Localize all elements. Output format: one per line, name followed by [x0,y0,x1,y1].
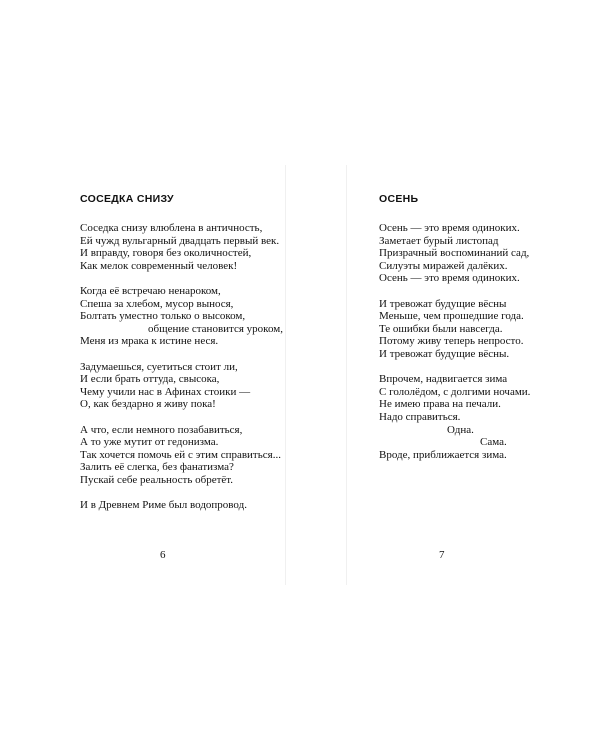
verse-line: Соседка снизу влюблена в античность, [80,222,263,234]
verse-line: И в Древнем Риме был водопровод. [80,499,247,512]
verse-line: Те ошибки были навсегда. [379,322,503,335]
verse-line: Меньше, чем прошедшие года. [379,310,524,323]
stanza [80,222,280,272]
stanza [379,298,579,361]
verse-line: Сама. [480,436,507,449]
verse-line: Заметает бурый листопад [379,234,499,247]
verse-line: Впрочем, надвигается зима [379,373,508,386]
stanza [379,373,579,461]
verse-line: Потому живу теперь непросто. [379,335,524,348]
poem-title: СОСЕДКА СНИЗУ [80,193,174,205]
verse-line: Одна. [447,423,474,436]
verse-line: общение становится уроком, [148,322,283,335]
verse-line: С гололёдом, с долгими ночами. [379,385,531,398]
verse-line: А то уже мутит от гедонизма. [80,436,219,449]
left-page [22,165,286,585]
verse-line: А что, если немного позабавиться, [80,423,243,436]
stanza [80,284,283,348]
verse-line: Силуэты миражей далёких. [379,259,508,272]
verse-line: Осень — это время одиноких. [379,272,520,285]
verse-line: Меня из мрака к истине неся. [80,335,219,348]
page-number: 7 [439,549,445,561]
verse-line: Осень — это время одиноких. [379,222,520,234]
verse-line: О, как бездарно я живу пока! [80,398,216,411]
verse-line: И тревожат будущие вёсны. [379,347,510,360]
verse-line: Ей чужд вульгарный двадцать первый век. [80,234,280,247]
verse-line: Так хочется помочь ей с этим справиться... [80,448,281,461]
stanza [80,424,280,487]
verse-line: Призрачный воспоминаний сад, [379,247,530,260]
verse-line: И если брать оттуда, свысока, [80,373,220,386]
verse-line: Спеша за хлебом, мусор вынося, [80,297,234,310]
poem-right [379,193,579,474]
verse-line: Чему учили нас в Афинах стоики — [80,385,251,398]
stanza [80,499,280,512]
verse-line: Когда её встречаю ненароком, [80,284,221,297]
poem-left [80,193,283,524]
verse-line: Пускай себе реальность обретёт. [80,473,234,486]
verse-line: Не имею права на печали. [379,398,501,411]
stanza [80,361,280,411]
page-number: 6 [160,549,166,561]
verse-line: Задумаешься, суетиться стоит ли, [80,360,238,373]
verse-line: Залить её слегка, без фанатизма? [80,461,234,474]
verse-line: Болтать уместно только о высоком, [80,310,246,323]
verse-line: Надо справиться. [379,410,461,423]
verse-line: Вроде, приближается зима. [379,448,507,461]
verse-line: И вправду, говоря без околичностей, [80,247,252,260]
poem-title: ОСЕНЬ [379,193,419,205]
right-page [346,165,587,585]
verse-line: Как мелок современный человек! [80,259,238,272]
stanza [379,222,579,285]
verse-line: И тревожат будущие вёсны [379,297,507,310]
